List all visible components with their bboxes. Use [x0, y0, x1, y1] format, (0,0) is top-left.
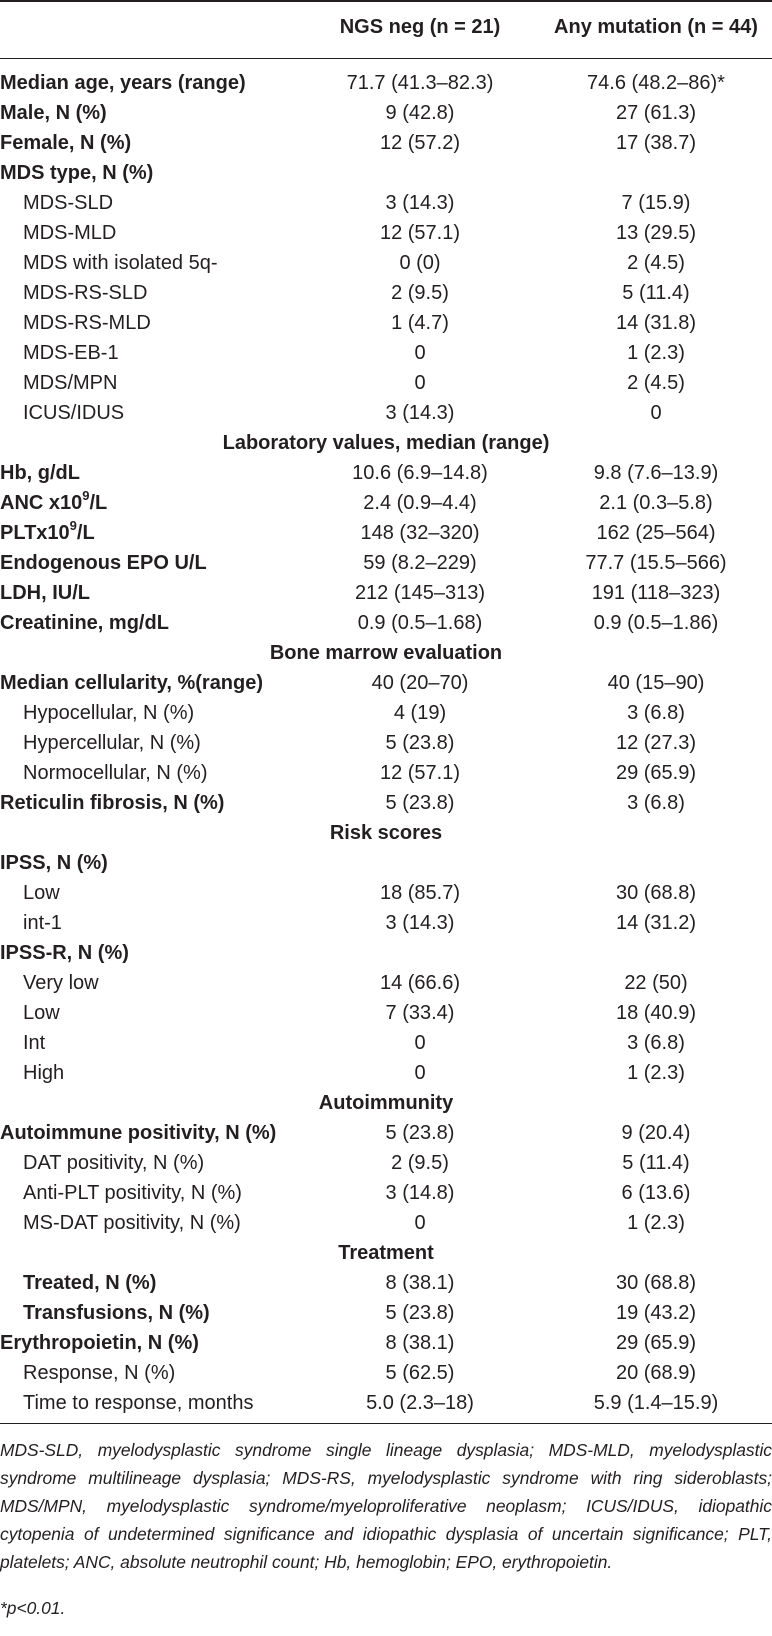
table-row: [0, 608, 772, 638]
cell-any-mutation: 5.9 (1.4–15.9): [593, 1392, 719, 1414]
row-label-text: Int: [23, 1032, 46, 1054]
cell-ngs-neg: 3 (14.3): [385, 402, 455, 424]
row-label-text: Creatinine, mg/dL: [0, 612, 169, 634]
table-row: [0, 218, 772, 248]
table-row: [0, 398, 772, 428]
row-label: [23, 1208, 241, 1238]
header-rule: [0, 58, 772, 59]
row-label: [23, 248, 218, 278]
row-label-text: IPSS-R, N (%): [0, 942, 129, 964]
cell-ngs-neg: 14 (66.6): [379, 972, 461, 994]
cell-ngs-neg: 2.4 (0.9–4.4): [363, 492, 477, 514]
table-row: [0, 668, 772, 698]
table-row: [0, 488, 772, 518]
row-label-text: MDS-SLD: [23, 192, 114, 214]
row-label: [0, 98, 107, 128]
cell-any-mutation: 3 (6.8): [627, 792, 685, 814]
cell-ngs-neg: 5 (23.8): [385, 732, 455, 754]
cell-ngs-neg: 12 (57.1): [379, 762, 461, 784]
row-label: [23, 758, 207, 788]
table-row: [0, 578, 772, 608]
row-label: [23, 1148, 204, 1178]
table-row: [0, 278, 772, 308]
row-label: [23, 1178, 242, 1208]
row-label-text: ICUS/IDUS: [23, 402, 125, 424]
section-header: [0, 1088, 772, 1118]
cell-any-mutation: 14 (31.8): [615, 312, 697, 334]
row-label-text: Median cellularity, %(range): [0, 672, 264, 694]
cell-ngs-neg: 9 (42.8): [385, 102, 455, 124]
row-label: [23, 1358, 175, 1388]
cell-any-mutation: 12 (27.3): [615, 732, 697, 754]
cell-any-mutation: 9.8 (7.6–13.9): [593, 462, 719, 484]
cell-any-mutation: 40 (15–90): [607, 672, 705, 694]
header-any-mutation: Any mutation (n = 44): [554, 16, 758, 38]
row-label: [23, 968, 99, 998]
table-row: [0, 1388, 772, 1418]
cell-any-mutation: 2.1 (0.3–5.8): [599, 492, 713, 514]
table-row: [0, 788, 772, 818]
row-label-suffix: /L: [76, 522, 95, 544]
table-row: [0, 98, 772, 128]
row-label-text: LDH, IU/L: [0, 582, 90, 604]
cell-any-mutation: 13 (29.5): [615, 222, 697, 244]
row-label: [23, 368, 117, 398]
cell-ngs-neg: 0.9 (0.5–1.68): [357, 612, 483, 634]
row-label: [0, 68, 246, 98]
row-label-text: DAT positivity, N (%): [23, 1152, 205, 1174]
row-label-text: Hypocellular, N (%): [23, 702, 195, 724]
cell-ngs-neg: 2 (9.5): [391, 1152, 449, 1174]
row-label-text: Endogenous EPO U/L: [0, 552, 207, 574]
cell-ngs-neg: 3 (14.8): [385, 1182, 455, 1204]
row-label: [0, 848, 108, 878]
cell-ngs-neg: 8 (38.1): [385, 1272, 455, 1294]
table-row: [0, 1208, 772, 1238]
cell-ngs-neg: 5 (23.8): [385, 792, 455, 814]
cell-any-mutation: 7 (15.9): [621, 192, 691, 214]
table-row: [0, 338, 772, 368]
cell-any-mutation: 5 (11.4): [622, 1152, 690, 1174]
table-row: [0, 1298, 772, 1328]
table-row: [0, 1058, 772, 1088]
cell-ngs-neg: 12 (57.1): [379, 222, 461, 244]
cell-ngs-neg: 212 (145–313): [354, 582, 486, 604]
table-row: [0, 998, 772, 1028]
cell-any-mutation: 29 (65.9): [615, 762, 697, 784]
row-label-text: Low: [23, 882, 60, 904]
table-row: [0, 938, 772, 968]
table-row: [0, 1028, 772, 1058]
table-row: [0, 878, 772, 908]
row-label: [0, 578, 90, 608]
cell-any-mutation: 5 (11.4): [622, 282, 690, 304]
table-row: [0, 1328, 772, 1358]
cell-ngs-neg: 18 (85.7): [379, 882, 461, 904]
row-label: [23, 398, 124, 428]
cell-ngs-neg: 1 (4.7): [391, 312, 449, 334]
table-top-rule: [0, 0, 772, 2]
cell-ngs-neg: 0 (0): [399, 252, 441, 274]
cell-any-mutation: 19 (43.2): [615, 1302, 697, 1324]
section-title: Treatment: [338, 1242, 434, 1264]
table-row: [0, 908, 772, 938]
row-label-text: Female, N (%): [0, 132, 132, 154]
row-label: [0, 488, 107, 518]
section-title: Bone marrow evaluation: [269, 642, 503, 664]
row-label-text: MDS-RS-SLD: [23, 282, 148, 304]
table-row: [0, 728, 772, 758]
section-title: Laboratory values, median (range): [222, 432, 550, 454]
table-row: [0, 548, 772, 578]
cell-ngs-neg: 0: [414, 1212, 426, 1234]
row-label: [0, 158, 153, 188]
cell-ngs-neg: 0: [414, 1062, 426, 1084]
cell-ngs-neg: 0: [414, 1032, 426, 1054]
row-label-text: Response, N (%): [23, 1362, 176, 1384]
row-label: [23, 1388, 253, 1418]
table-row: [0, 698, 772, 728]
row-label: [23, 338, 119, 368]
section-title: Autoimmunity: [318, 1092, 454, 1114]
row-label-superscript: 9: [69, 518, 77, 534]
row-label-text: Transfusions, N (%): [23, 1302, 210, 1324]
cell-any-mutation: 3 (6.8): [627, 1032, 685, 1054]
cell-any-mutation: 191 (118–323): [591, 582, 721, 604]
cell-ngs-neg: 12 (57.2): [379, 132, 461, 154]
cell-any-mutation: 22 (50): [624, 972, 688, 994]
table-row: [0, 458, 772, 488]
cell-any-mutation: 27 (61.3): [615, 102, 697, 124]
row-label: [23, 278, 147, 308]
row-label-text: Hypercellular, N (%): [23, 732, 201, 754]
row-label: [23, 1028, 45, 1058]
row-label: [23, 1268, 156, 1298]
row-label-text: ANC x10: [0, 492, 83, 514]
section-header: [0, 638, 772, 668]
row-label: [23, 1058, 64, 1088]
cell-any-mutation: 162 (25–564): [596, 522, 716, 544]
cell-any-mutation: 18 (40.9): [615, 1002, 697, 1024]
table-row: [0, 1358, 772, 1388]
row-label-text: Male, N (%): [0, 102, 107, 124]
row-label: [0, 128, 131, 158]
cell-ngs-neg: 3 (14.3): [385, 912, 455, 934]
row-label-text: MDS type, N (%): [0, 162, 154, 184]
cell-any-mutation: 3 (6.8): [627, 702, 685, 724]
cell-any-mutation: 17 (38.7): [615, 132, 697, 154]
table-row: [0, 248, 772, 278]
row-label: [0, 1118, 276, 1148]
row-label-text: MDS with isolated 5q-: [23, 252, 218, 274]
cell-ngs-neg: 5 (23.8): [385, 1302, 455, 1324]
table-row: [0, 968, 772, 998]
row-label-text: Time to response, months: [23, 1392, 254, 1414]
cell-any-mutation: 2 (4.5): [627, 252, 685, 274]
cell-ngs-neg: 0: [414, 342, 426, 364]
significance-footnote: *p<0.01.: [0, 1598, 66, 1618]
cell-any-mutation: 74.6 (48.2–86)*: [587, 72, 725, 94]
table-row: [0, 758, 772, 788]
section-title: Risk scores: [329, 822, 443, 844]
row-label-text: IPSS, N (%): [0, 852, 108, 874]
row-label-text: Median age, years (range): [0, 72, 246, 94]
row-label: [0, 548, 207, 578]
cell-any-mutation: 0.9 (0.5–1.86): [593, 612, 719, 634]
header-ngs-neg: NGS neg (n = 21): [339, 16, 501, 38]
row-label: [0, 668, 263, 698]
row-label-text: Erythropoietin, N (%): [0, 1332, 199, 1354]
row-label-superscript: 9: [82, 488, 90, 504]
cell-ngs-neg: 59 (8.2–229): [363, 552, 477, 574]
row-label-text: Very low: [23, 972, 99, 994]
row-label-text: Low: [23, 1002, 60, 1024]
row-label: [0, 1328, 199, 1358]
row-label-text: int-1: [23, 912, 62, 934]
cell-any-mutation: 0: [650, 402, 662, 424]
cell-any-mutation: 20 (68.9): [615, 1362, 697, 1384]
table-row: [0, 308, 772, 338]
row-label: [23, 728, 201, 758]
cell-ngs-neg: 3 (14.3): [385, 192, 455, 214]
table-row: [0, 518, 772, 548]
row-label: [23, 698, 194, 728]
cell-any-mutation: 2 (4.5): [627, 372, 685, 394]
row-label: [0, 458, 80, 488]
row-label-text: MDS-MLD: [23, 222, 117, 244]
cell-any-mutation: 1 (2.3): [627, 1062, 685, 1084]
table-row: [0, 848, 772, 878]
cell-ngs-neg: 7 (33.4): [385, 1002, 455, 1024]
row-label-text: MS-DAT positivity, N (%): [23, 1212, 241, 1234]
row-label: [23, 308, 151, 338]
cell-ngs-neg: 0: [414, 372, 426, 394]
row-label: [0, 608, 169, 638]
table-row: [0, 1268, 772, 1298]
row-label-text: Autoimmune positivity, N (%): [0, 1122, 277, 1144]
row-label: [23, 878, 60, 908]
cell-ngs-neg: 71.7 (41.3–82.3): [346, 72, 494, 94]
cell-any-mutation: 29 (65.9): [615, 1332, 697, 1354]
row-label-text: Reticulin fibrosis, N (%): [0, 792, 225, 814]
table-bottom-rule: [0, 1423, 772, 1424]
section-header: [0, 818, 772, 848]
table-row: [0, 1148, 772, 1178]
row-label: [23, 908, 62, 938]
row-label: [23, 998, 60, 1028]
row-label: [0, 938, 129, 968]
row-label-suffix: /L: [89, 492, 108, 514]
table-row: [0, 68, 772, 98]
section-header: [0, 1238, 772, 1268]
table-row: [0, 188, 772, 218]
table-row: [0, 158, 772, 188]
row-label-text: Normocellular, N (%): [23, 762, 208, 784]
table-footnote: MDS-SLD, myelodysplastic syndrome single lineage dysplasia; MDS-MLD, myelodysplastic syndrome multilineage dysplasia; MDS-RS, myelodysplastic syndrome with ring sideroblasts; MDS/MPN, myelodysplastic syndrome/myeloproliferative neoplasm; ICUS/IDUS, idiopathic cytopenia of undetermined significance and idiopathic dysplasia of uncertain significance; PLT, platelets; ANC, absolute neutrophil count; Hb, hemoglobin; EPO, erythropoietin.: [0, 1440, 772, 1572]
table-row: [0, 1178, 772, 1208]
cell-any-mutation: 30 (68.8): [615, 882, 697, 904]
cell-any-mutation: 1 (2.3): [627, 342, 685, 364]
row-label: [23, 1298, 210, 1328]
table-row: [0, 368, 772, 398]
row-label: [0, 788, 224, 818]
cell-any-mutation: 9 (20.4): [621, 1122, 691, 1144]
row-label-text: Treated, N (%): [23, 1272, 157, 1294]
row-label-text: Hb, g/dL: [0, 462, 80, 484]
row-label-text: MDS-RS-MLD: [23, 312, 151, 334]
cell-ngs-neg: 5.0 (2.3–18): [366, 1392, 474, 1414]
row-label-text: MDS/MPN: [23, 372, 118, 394]
cell-any-mutation: 30 (68.8): [615, 1272, 697, 1294]
cell-ngs-neg: 8 (38.1): [385, 1332, 455, 1354]
row-label: [23, 188, 113, 218]
cell-ngs-neg: 4 (19): [393, 702, 447, 724]
row-label-text: PLTx10: [0, 522, 70, 544]
row-label: [0, 518, 95, 548]
cell-any-mutation: 6 (13.6): [621, 1182, 691, 1204]
cell-ngs-neg: 148 (32–320): [360, 522, 480, 544]
row-label: [23, 218, 116, 248]
cell-ngs-neg: 2 (9.5): [391, 282, 449, 304]
table-row: [0, 128, 772, 158]
cell-any-mutation: 77.7 (15.5–566): [585, 552, 727, 574]
table-body: [0, 68, 772, 1418]
row-label-text: High: [23, 1062, 65, 1084]
cell-ngs-neg: 10.6 (6.9–14.8): [352, 462, 488, 484]
cell-any-mutation: 14 (31.2): [615, 912, 697, 934]
table-row: [0, 1118, 772, 1148]
cell-ngs-neg: 5 (23.8): [385, 1122, 455, 1144]
row-label-text: MDS-EB-1: [23, 342, 119, 364]
row-label-text: Anti-PLT positivity, N (%): [23, 1182, 242, 1204]
cell-ngs-neg: 40 (20–70): [371, 672, 469, 694]
cell-ngs-neg: 5 (62.5): [385, 1362, 455, 1384]
cell-any-mutation: 1 (2.3): [627, 1212, 685, 1234]
section-header: [0, 428, 772, 458]
